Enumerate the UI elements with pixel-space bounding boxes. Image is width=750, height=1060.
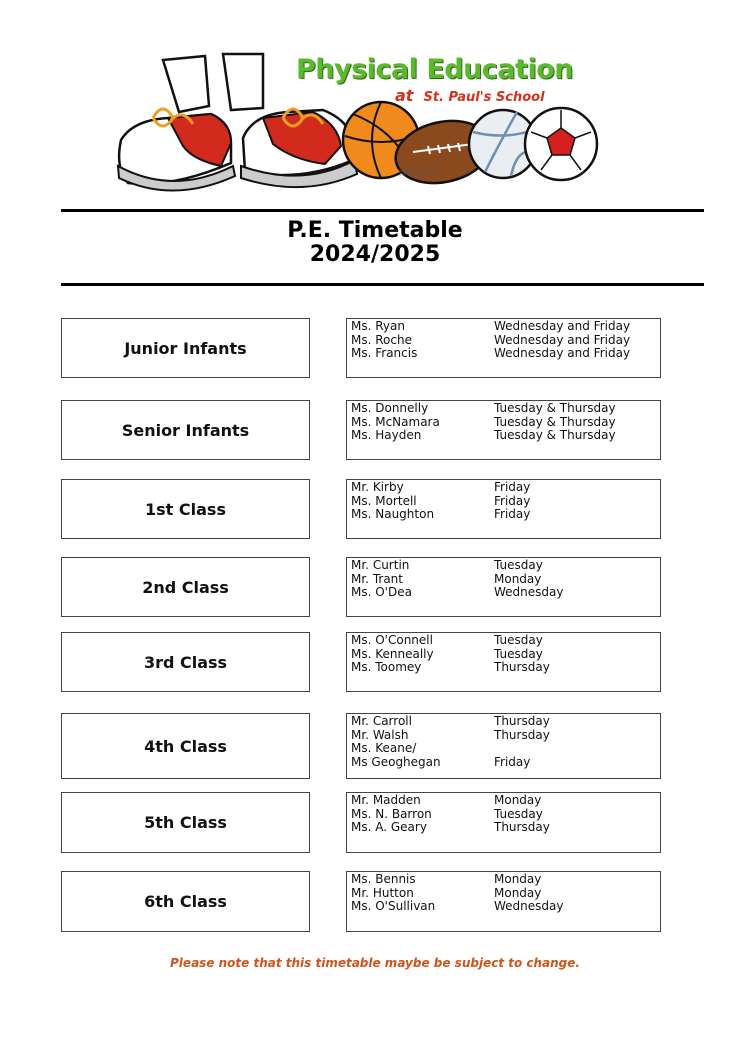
pe-days: Thursday [494, 820, 550, 835]
schedule-row [351, 416, 660, 430]
teacher-name: Mr. Kirby [351, 480, 404, 494]
footer-note: Please note that this timetable maybe be subject to change. [170, 956, 580, 970]
teacher-name: Mr. Carroll [351, 714, 412, 728]
teacher-name: Ms. O'Dea [351, 585, 412, 600]
pe-days: Wednesday [494, 899, 564, 914]
bottom-rule [61, 283, 704, 286]
teacher-name: Mr. Walsh [351, 727, 409, 742]
pe-days: Friday [494, 493, 531, 508]
teacher-name: Ms. N. Barron [351, 806, 432, 821]
schedule-row [351, 756, 660, 770]
teacher-name: Ms. Francis [351, 346, 418, 361]
class-name: Senior Infants [121, 420, 250, 440]
pe-days: Wednesday and Friday [494, 319, 631, 333]
pe-days: Monday [494, 793, 542, 807]
teacher-name: Ms Geoghegan [351, 755, 441, 770]
pe-days: Tuesday [494, 646, 543, 661]
pe-days: Tuesday & Thursday [494, 414, 616, 429]
teacher-schedule-box [346, 400, 661, 460]
teacher-name: Ms. Ryan [351, 319, 405, 333]
schedule-row [351, 481, 660, 495]
pe-days: Tuesday [494, 633, 543, 647]
teacher-schedule-box [346, 479, 661, 539]
schedule-row [351, 495, 660, 509]
schedule-row [351, 873, 660, 887]
teacher-name: Ms. A. Geary [351, 820, 427, 835]
schedule-row [351, 320, 660, 334]
class-name-box [61, 400, 310, 460]
pe-days: Wednesday and Friday [494, 332, 631, 347]
teacher-name: Ms. Naughton [351, 507, 435, 522]
doc-title: P.E. Timetable [287, 218, 463, 243]
schedule-row [351, 573, 660, 587]
class-name: 4th Class [144, 736, 227, 756]
schedule-row [351, 586, 660, 600]
class-name: 3rd Class [143, 652, 228, 672]
banner-title: Physical Education [296, 54, 573, 85]
pe-days: Thursday [494, 660, 550, 675]
teacher-name: Mr. Trant [351, 571, 403, 586]
teacher-schedule-box [346, 871, 661, 932]
schedule-row [351, 821, 660, 835]
schedule-row [351, 508, 660, 522]
schedule-row [351, 729, 660, 743]
teacher-schedule-box [346, 557, 661, 617]
schedule-row [351, 715, 660, 729]
watermark-text: pppst.com [399, 168, 436, 176]
pe-days: Thursday [494, 714, 550, 728]
class-name-box [61, 318, 310, 378]
class-name-box [61, 557, 310, 617]
pe-days: Monday [494, 571, 542, 586]
class-name-box [61, 479, 310, 539]
class-name: 2nd Class [142, 577, 229, 597]
schedule-row [351, 429, 660, 443]
class-name-box [61, 632, 310, 692]
pe-days: Tuesday & Thursday [494, 428, 616, 443]
schedule-row [351, 742, 660, 756]
class-name-box [61, 871, 310, 932]
doc-year: 2024/2025 [309, 242, 441, 267]
schedule-row [351, 887, 660, 901]
schedule-row [351, 900, 660, 914]
pe-days: Wednesday and Friday [494, 346, 631, 361]
schedule-row [351, 334, 660, 348]
teacher-name: Ms. Roche [351, 332, 412, 347]
teacher-name: Ms. Bennis [351, 872, 416, 886]
teacher-name: Mr. Hutton [351, 885, 414, 900]
schedule-row [351, 634, 660, 648]
teacher-name: Ms. O'Connell [351, 633, 433, 647]
pe-days: Tuesday [494, 558, 543, 572]
pe-days: Monday [494, 872, 542, 886]
banner-subtitle [395, 86, 545, 105]
teacher-name: Ms. O'Sullivan [351, 899, 436, 914]
teacher-name: Ms. Mortell [351, 493, 417, 508]
schedule-row [351, 648, 660, 662]
teacher-schedule-box [346, 792, 661, 853]
pe-days: Monday [494, 885, 542, 900]
teacher-name: Ms. Toomey [351, 660, 422, 675]
schedule-row [351, 808, 660, 822]
top-rule [61, 209, 704, 212]
schedule-row [351, 559, 660, 573]
teacher-schedule-box [346, 713, 661, 779]
schedule-row [351, 347, 660, 361]
teacher-name: Ms. Hayden [351, 428, 422, 443]
class-name-box [61, 713, 310, 779]
pe-days: Tuesday [494, 806, 543, 821]
banner-subtitle-school: St. Paul's School [423, 90, 545, 105]
class-name: 1st Class [145, 499, 226, 519]
pe-days: Thursday [494, 727, 550, 742]
schedule-row [351, 661, 660, 675]
teacher-name: Ms. Donnelly [351, 401, 429, 415]
teacher-name: Ms. Kenneally [351, 646, 434, 661]
teacher-name: Ms. Keane/ [351, 741, 417, 756]
teacher-name: Mr. Madden [351, 793, 421, 807]
pe-days: Tuesday & Thursday [494, 401, 616, 415]
teacher-schedule-box [346, 632, 661, 692]
class-name: 6th Class [144, 892, 227, 911]
banner-subtitle-at: at [395, 86, 414, 105]
teacher-name: Ms. McNamara [351, 414, 440, 429]
schedule-row [351, 402, 660, 416]
pe-days: Wednesday [494, 585, 564, 600]
pe-days: Friday [494, 755, 531, 770]
class-name-box [61, 792, 310, 853]
pe-days: Friday [494, 480, 531, 494]
teacher-schedule-box [346, 318, 661, 378]
schedule-row [351, 794, 660, 808]
class-name: 5th Class [144, 813, 227, 832]
class-name: Junior Infants [124, 338, 247, 358]
teacher-name: Mr. Curtin [351, 558, 410, 572]
pe-days: Friday [494, 507, 531, 522]
